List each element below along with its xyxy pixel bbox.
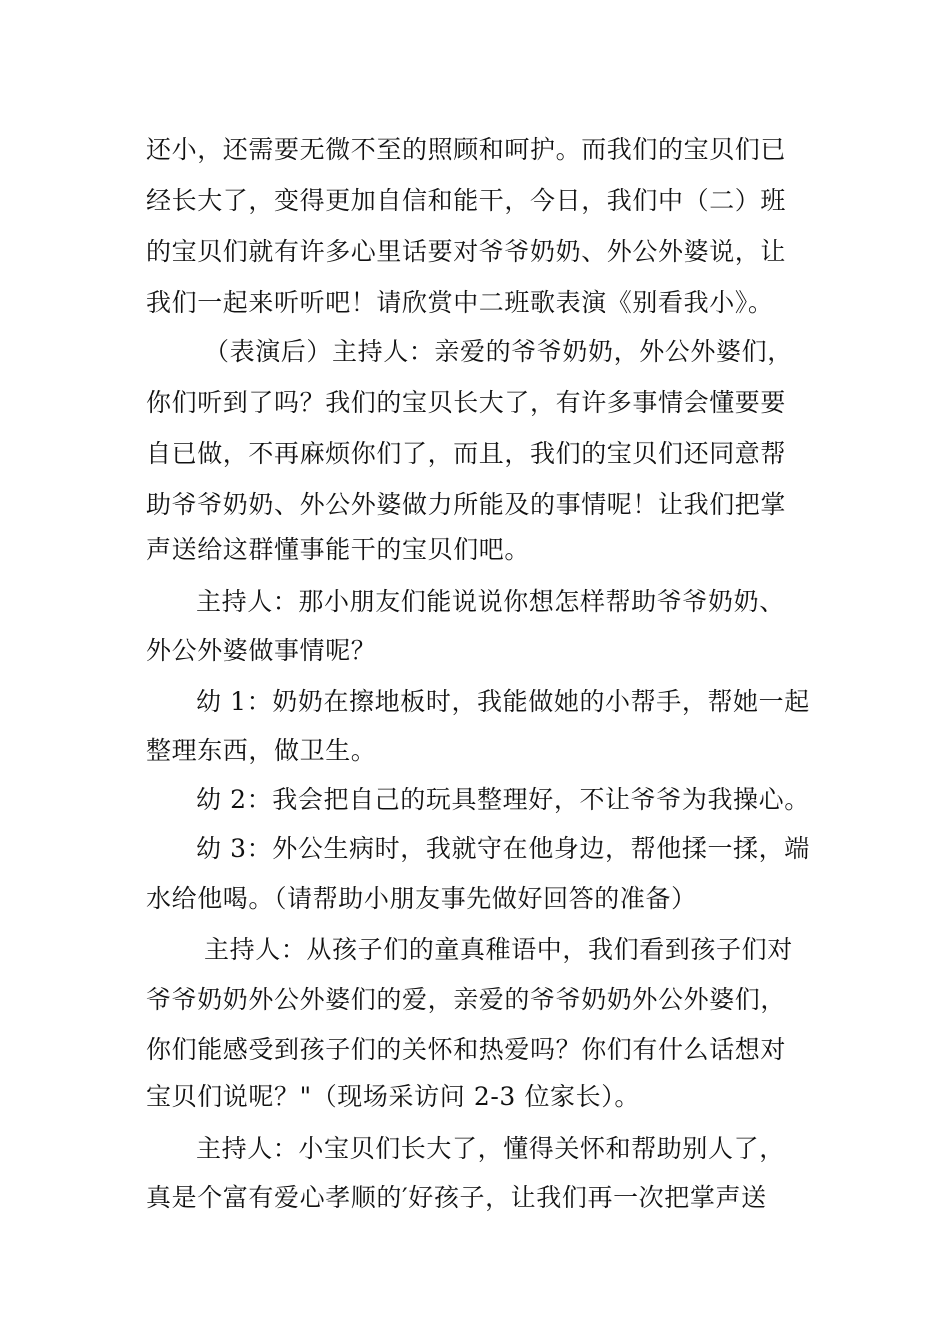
text-line: 经长大了，变得更加自信和能干，今日，我们中（二）班 xyxy=(146,186,787,215)
text-line: 你们能感受到孩子们的关怀和热爱吗？你们有什么话想对 xyxy=(146,1035,787,1064)
text-line: 真是个富有爱心孝顺的′好孩子，让我们再一次把掌声送 xyxy=(146,1183,767,1212)
paragraph-first-line: 幼 3：外公生病时，我就守在他身边，帮他揉一揉，端 xyxy=(196,834,810,863)
text-line: 水给他喝。（请帮助小朋友事先做好回答的准备） xyxy=(146,884,697,913)
text-line: 还小，还需要无微不至的照顾和呵护。而我们的宝贝们已 xyxy=(146,135,787,164)
paragraph-first-line: 幼 1：奶奶在擦地板时，我能做她的小帮手，帮她一起 xyxy=(196,687,810,716)
text-line: 外公外婆做事情呢？ xyxy=(146,636,377,665)
text-line: 我们一起来听听吧！请欣赏中二班歌表演《别看我小》。 xyxy=(146,288,774,317)
text-line: 自已做，不再麻烦你们了，而且，我们的宝贝们还同意帮 xyxy=(146,439,787,468)
text-line: 爷爷奶奶外公外婆们的爱，亲爱的爷爷奶奶外公外婆们， xyxy=(146,985,787,1014)
text-line: 宝贝们说呢？"（现场采访问 2-3 位家长）。 xyxy=(146,1082,640,1111)
text-line: 助爷爷奶奶、外公外婆做力所能及的事情呢！让我们把掌 xyxy=(146,490,787,519)
text-line: 你们听到了吗？我们的宝贝长大了，有许多事情会懂要要 xyxy=(146,388,787,417)
paragraph-first-line: 主持人：从孩子们的童真稚语中，我们看到孩子们对 xyxy=(204,935,793,964)
text-line: 整理东西，做卫生。 xyxy=(146,736,377,765)
paragraph-first-line: 幼 2：我会把自己的玩具整理好，不让爷爷为我操心。 xyxy=(196,785,810,814)
paragraph-first-line: 主持人：小宝贝们长大了，懂得关怀和帮助别人了， xyxy=(196,1134,785,1163)
paragraph-first-line: （表演后）主持人：亲爱的爷爷奶奶，外公外婆们， xyxy=(204,337,793,366)
text-line: 的宝贝们就有许多心里话要对爷爷奶奶、外公外婆说，让 xyxy=(146,237,787,266)
paragraph-first-line: 主持人：那小朋友们能说说你想怎样帮助爷爷奶奶、 xyxy=(196,587,785,616)
text-line: 声送给这群懂事能干的宝贝们吧。 xyxy=(146,535,531,564)
